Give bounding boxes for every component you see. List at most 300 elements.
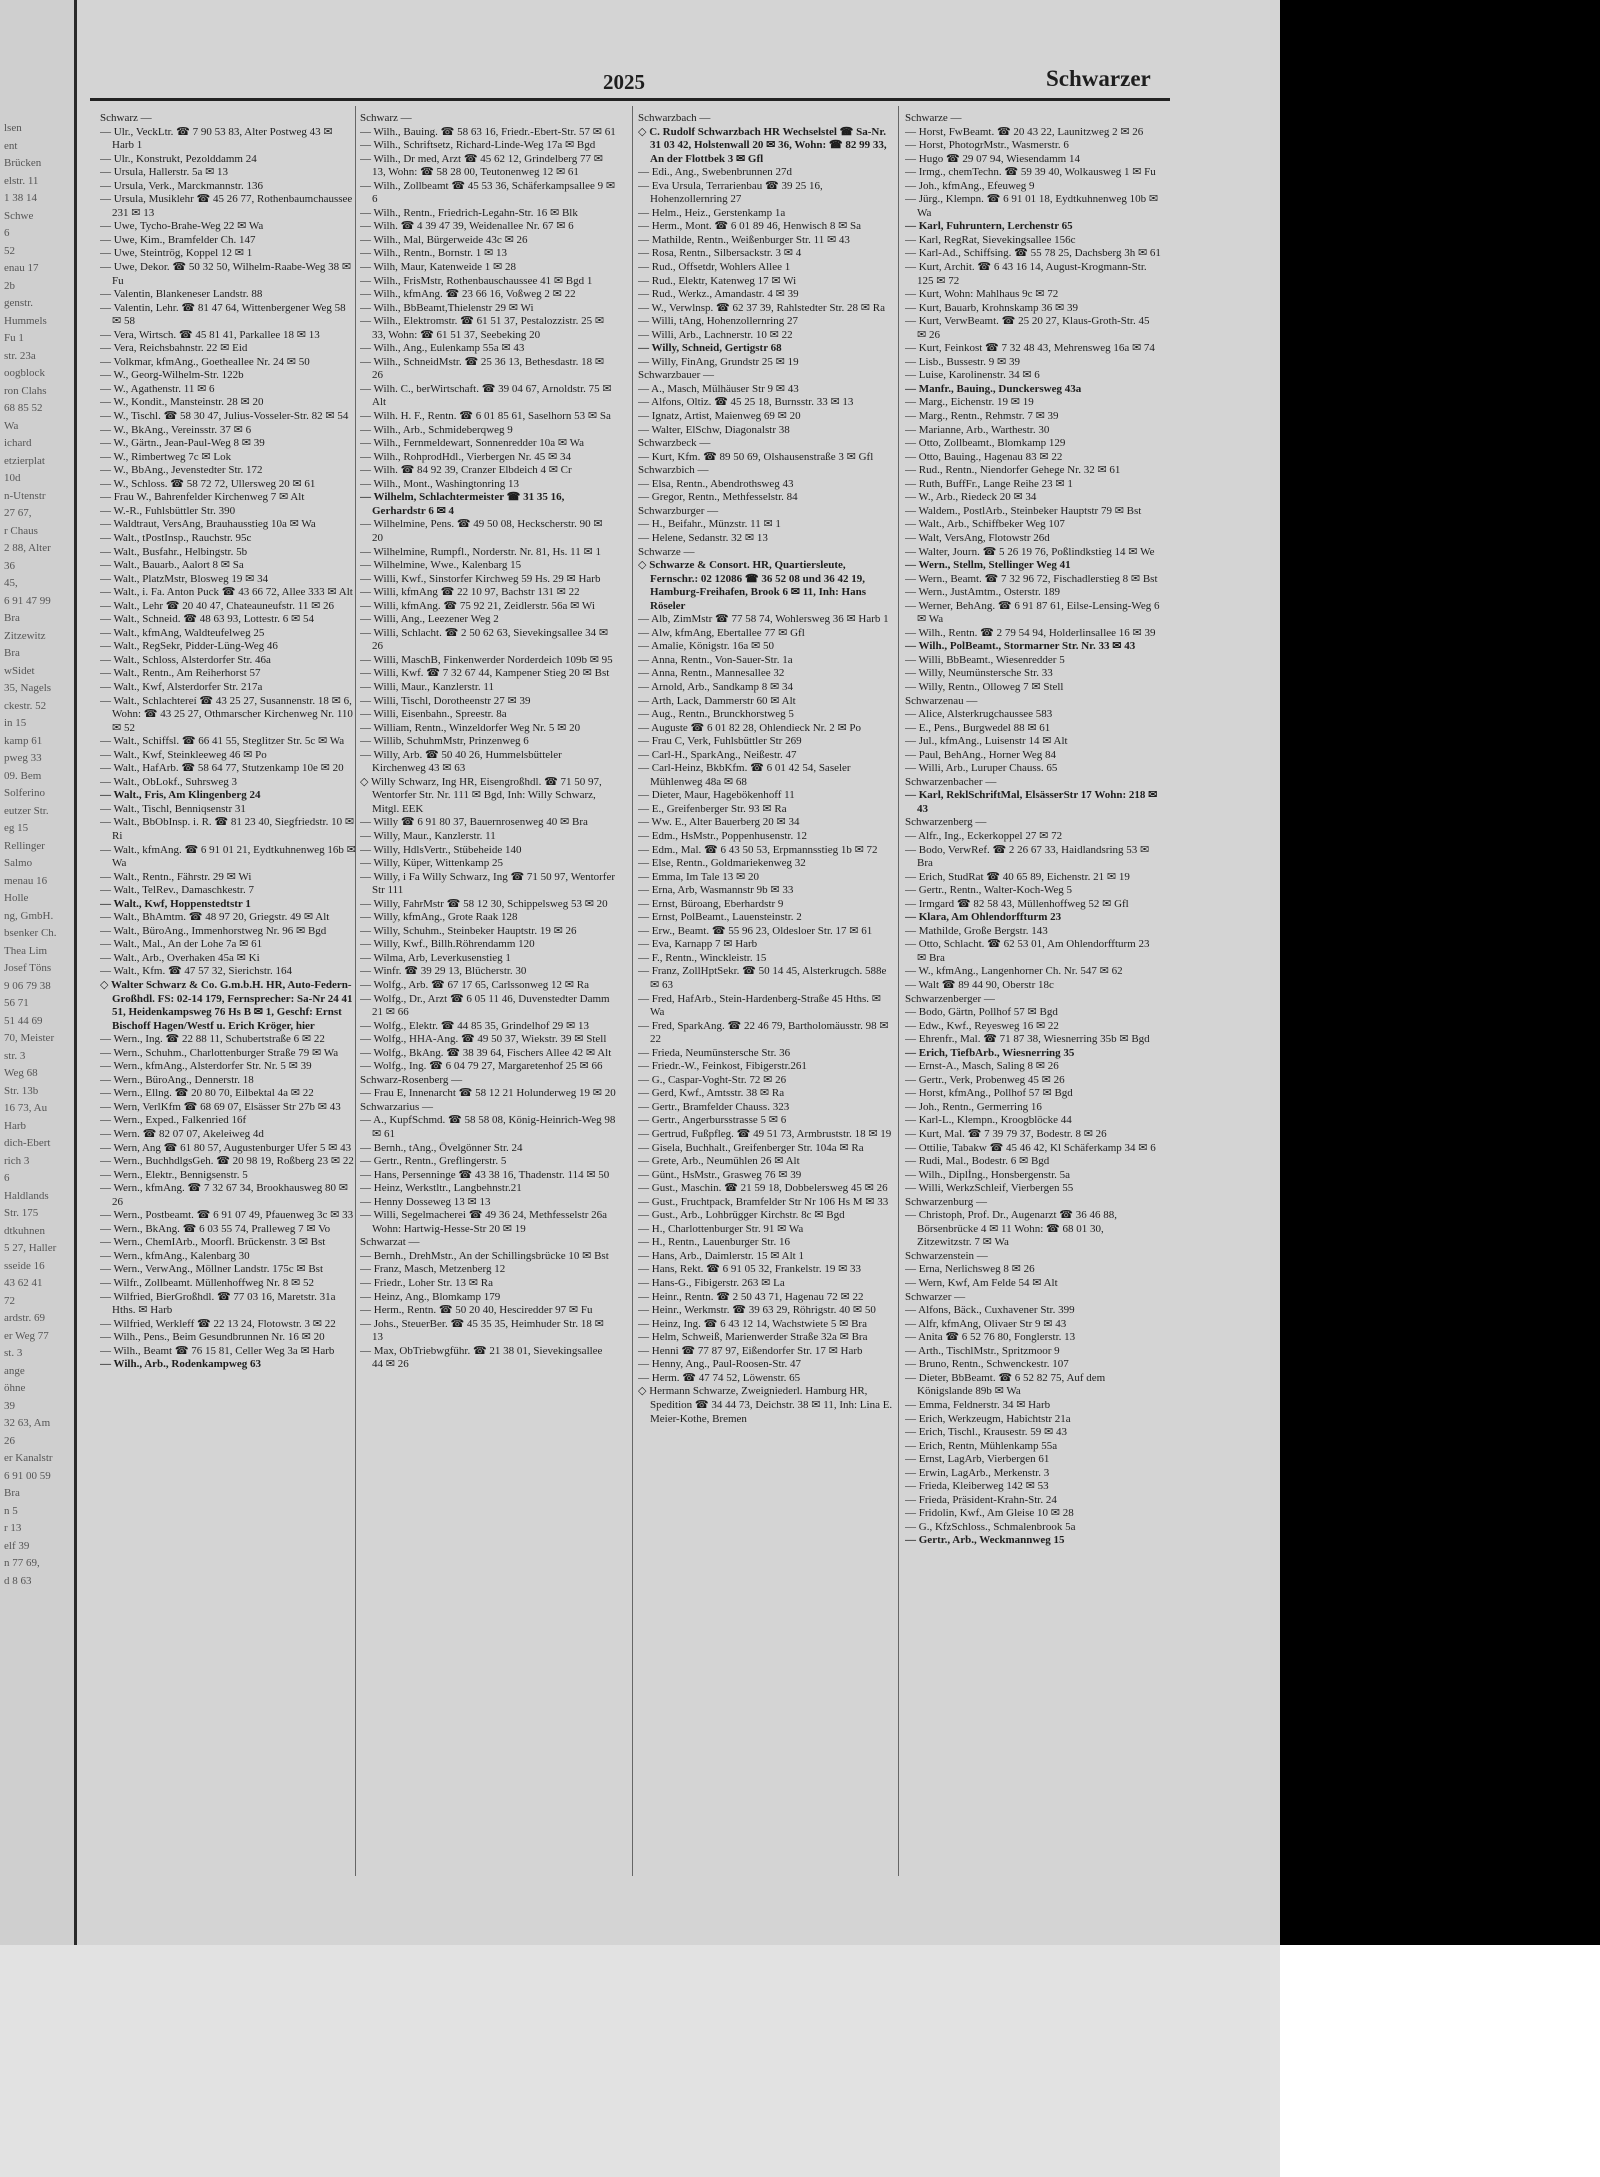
column-separator [898, 106, 899, 1876]
directory-entry: — Wern., BüroAng., Dennerstr. 18 [100, 1073, 254, 1086]
previous-page-fragments [0, 0, 74, 1590]
header-rule [90, 98, 1170, 101]
directory-entry: — Lisb., Bussestr. 9 ✉ 39 [905, 355, 1020, 368]
directory-entry: — Horst, FwBeamt. ☎ 20 43 22, Launitzweg 2 ✉ 26 [905, 125, 1144, 138]
directory-entry: — Vera, Wirtsch. ☎ 45 81 41, Parkallee 18 ✉ 13 [100, 328, 320, 341]
directory-entry: — Walt., Rentn., Fährstr. 29 ✉ Wi [100, 870, 252, 883]
directory-entry: — Wern., kfmAng., Alsterdorfer Str. Nr. 5 ✉ 39 [100, 1060, 312, 1073]
directory-entry: — Bernh., tAng., Övelgönner Str. 24 [360, 1141, 523, 1154]
fragment-text: 43 62 41 [4, 1277, 43, 1289]
directory-entry: — Waldem., PostlArb., Steinbeker Hauptstr 79 ✉ Bst [905, 504, 1142, 517]
fragment-text: 32 63, Am [4, 1417, 51, 1429]
surname-heading: Schwarzarius — [360, 1100, 434, 1113]
directory-entry: — Gertrud, Fußpfleg. ☎ 49 51 73, Armbruststr. 18 ✉ 19 [638, 1128, 892, 1141]
page-number: 2025 [603, 70, 645, 94]
directory-entry: — Wilh., Mont., Washingtonring 13 [360, 477, 519, 490]
directory-entry: — Frieda, Kleiberweg 142 ✉ 53 [905, 1480, 1049, 1493]
fragment-text: Josef Töns [4, 962, 52, 974]
fragment-text: enau 17 [4, 262, 39, 274]
directory-entry: — Hans, Persenninge ☎ 43 38 16, Thadenstr. 114 ✉ 50 [360, 1168, 610, 1181]
directory-entry: — Wilh., Diplİng., Honsbergenstr. 5a [905, 1168, 1071, 1181]
directory-entry: — Wilh., Mal, Bürgerweide 43c ✉ 26 [360, 233, 528, 246]
surname-heading: Schwarzbach — [638, 112, 711, 124]
directory-entry: — Walt., PlatzMstr, Blosweg 19 ✉ 34 [100, 572, 269, 585]
directory-entry: — Emma, Im Tale 13 ✉ 20 [638, 870, 759, 883]
directory-entry: — Ursula, Verk., Marckmannstr. 136 [100, 179, 263, 192]
directory-entry: — Gerd, Kwf., Amtsstr. 38 ✉ Ra [638, 1087, 785, 1100]
directory-entry: — Edi., Ang., Swebenbrunnen 27d [638, 166, 792, 179]
directory-entry: — Alfr., Ing., Eckerkoppel 27 ✉ 72 [905, 829, 1063, 842]
directory-column-2 [360, 112, 616, 1852]
fragment-text: n-Utenstr [4, 489, 46, 502]
fragment-text: wSidet [4, 664, 35, 677]
fragment-text: Thea Lim [4, 944, 48, 957]
fragment-text: Haldlands [4, 1189, 49, 1202]
fragment-text: ron Clahs [4, 384, 47, 397]
directory-entry: — Rud., Offsetdr, Wohlers Allee 1 [638, 261, 791, 274]
directory-entry: — Walt., BbObInsp. i. R. ☎ 81 23 40, Siegfriedstr. 10 ✉ Ri [100, 816, 355, 842]
directory-entry: ◇ Walter Schwarz & Co. G.m.b.H. HR, Auto-Federn-Großhdl. FS: 02-14 179, Fernsprecher: Sa-Nr 24 41 51, Heidenkampsweg 76 Hs B ✉ 1, Geschf: Ernst Bischoff Hagen/Westf u. Erich Kröger, hier [100, 979, 353, 1032]
fragment-text: oogblock [4, 367, 45, 379]
directory-entry: ◇ Hermann Schwarze, Zweigniederl. Hamburg HR, Spedition ☎ 34 44 73, Deichstr. 38 ✉ 11, Inh: Lina E. Meier-Kothe, Bremen [638, 1385, 893, 1425]
directory-entry: — Walt., HafArb. ☎ 58 64 77, Stutzenkamp 10e ✉ 20 [100, 762, 344, 775]
directory-entry: — Alfons, Bäck., Cuxhavener Str. 399 [905, 1304, 1075, 1317]
directory-entry: — Arth, Lack, Dammerstr 60 ✉ Alt [638, 694, 796, 707]
directory-entry: — Elsa, Rentn., Abendrothsweg 43 [638, 477, 794, 490]
directory-entry: — Willy, HdlsVertr., Stübeheide 140 [360, 843, 522, 856]
directory-entry: — G., KfzSchloss., Schmalenbrook 5a [905, 1520, 1076, 1533]
directory-entry: — Wern., Ellng. ☎ 20 80 70, Eilbektal 4a ✉ 22 [100, 1087, 314, 1100]
directory-entry: — Gertr., Rentn., Greflingerstr. 5 [360, 1155, 507, 1168]
directory-entry: — Karl, RegRat, Sievekingsallee 156c [905, 233, 1076, 246]
directory-entry: — Edw., Kwf., Reyesweg 16 ✉ 22 [905, 1019, 1059, 1032]
surname-heading: Schwarzat — [360, 1236, 420, 1249]
directory-entry: — Else, Rentn., Goldmariekenweg 32 [638, 857, 806, 870]
directory-entry: — Irmg., chemTechn. ☎ 59 39 40, Wolkausweg 1 ✉ Fu [905, 166, 1156, 179]
directory-entry: — Willy, Neumünstersche Str. 33 [905, 667, 1053, 680]
directory-entry: — Gregor, Rentn., Methfesselstr. 84 [638, 491, 798, 504]
directory-entry: — Christoph, Prof. Dr., Augenarzt ☎ 36 46 88, Börsenbrücke 4 ✉ 11 Wohn: ☎ 68 01 30, Zitzewitzstr. 7 ✉ Wa [905, 1209, 1117, 1249]
fragment-text: Str. 13b [4, 1084, 39, 1097]
directory-entry: — W., Schloss. ☎ 58 72 72, Ullersweg 20 ✉ 61 [100, 477, 316, 490]
directory-entry: — A., Masch, Mülhäuser Str 9 ✉ 43 [638, 382, 799, 395]
directory-entry: — Wern., Schuhm., Charlottenburger Straße 79 ✉ Wa [100, 1046, 339, 1059]
directory-entry: — Erna, Arb, Wasmannstr 9b ✉ 33 [638, 884, 794, 897]
running-header: Schwarzer [1046, 66, 1151, 91]
directory-entry: — Gisela, Buchhalt., Greifenberger Str. 104a ✉ Ra [638, 1141, 864, 1154]
previous-page-edge [0, 0, 77, 1945]
directory-entry: — Willi, Ang., Leezener Weg 2 [360, 613, 499, 626]
directory-entry: — Manfr., Bauing., Dunckersweg 43a [905, 382, 1082, 395]
directory-entry: — Grete, Arb., Neumühlen 26 ✉ Alt [638, 1155, 800, 1168]
directory-entry: — Ursula, Hallerstr. 5a ✉ 13 [100, 166, 229, 179]
fragment-text: Zitzewitz [4, 629, 46, 642]
directory-entry: — Gertr., Angerbursstrasse 5 ✉ 6 [638, 1114, 787, 1127]
directory-entry: — Gertr., Arb., Weckmannweg 15 [905, 1534, 1065, 1547]
directory-entry: — Frieda, Neumünstersche Str. 36 [638, 1046, 791, 1059]
directory-entry: — Ulr., Konstrukt, Pezolddamm 24 [100, 152, 257, 165]
directory-entry: — Walter, ElSchw, Diagonalstr 38 [638, 423, 790, 436]
surname-heading: Schwarzbich — [638, 464, 709, 477]
directory-entry: — Willi, Arb., Lachnerstr. 10 ✉ 22 [638, 328, 793, 341]
directory-entry: — W., kfmAng., Langenhorner Ch. Nr. 547 ✉ 62 [905, 965, 1123, 978]
directory-entry: — Valentin, Blankeneser Landstr. 88 [100, 288, 263, 301]
directory-entry: — Hans-G., Fibigerstr. 263 ✉ La [638, 1277, 785, 1290]
directory-entry: — Frieda, Präsident-Krahn-Str. 24 [905, 1493, 1057, 1506]
directory-entry: — Walt., tPostInsp., Rauchstr. 95c [100, 531, 252, 544]
directory-entry: — Wilh., FrisMstr, Rothenbauschaussee 41 ✉ Bgd 1 [360, 274, 593, 287]
directory-entry: — Walt., Kfm. ☎ 47 57 32, Sierichstr. 164 [100, 965, 292, 978]
directory-entry: — Wilhelmine, Pens. ☎ 49 50 08, Heckscherstr. 90 ✉ 20 [360, 518, 603, 544]
surname-heading: Schwarzbeck — [638, 437, 711, 450]
directory-entry: — E., Pens., Burgwedel 88 ✉ 61 [905, 721, 1051, 734]
directory-entry: — Willib, SchuhmMstr, Prinzenweg 6 [360, 735, 529, 748]
directory-entry: — Walt ☎ 89 44 90, Oberstr 18c [905, 979, 1054, 991]
directory-entry: ◇ Schwarze & Consort. HR, Quartiersleute, Fernschr.: 02 12086 ☎ 36 52 08 und 36 42 19, Hamburg-Freihafen, Brook 6 ✉ 11, Inh: Hans Röseler [638, 559, 867, 612]
directory-column-1 [100, 112, 356, 1852]
directory-entry: — Wilh., Schriftsetz, Richard-Linde-Weg 17a ✉ Bgd [360, 139, 596, 152]
directory-entry: — Franz, Masch, Metzenberg 12 [360, 1263, 506, 1276]
fragment-text: pweg 33 [4, 752, 42, 764]
directory-entry: — Wilh. H. F., Rentn. ☎ 6 01 85 61, Saselhorn 53 ✉ Sa [360, 410, 611, 423]
directory-entry: — Wilh., Rentn., Bornstr. 1 ✉ 13 [360, 247, 507, 260]
directory-entry: — Wilh., BbBeamt,Thielenstr 29 ✉ Wi [360, 301, 534, 314]
directory-entry: ◇ C. Rudolf Schwarzbach HR Wechselstel ☎ Sa-Nr. 31 03 42, Holstenwall 20 ✉ 36, Wohn: ☎ 82 99 33, An der Flottbek 3 ✉ Gfl [638, 125, 887, 165]
directory-entry: — Wilhelmine, Rumpfl., Norderstr. Nr. 81, Hs. 11 ✉ 1 [360, 545, 601, 558]
directory-entry: — Wilhelmine, Wwe., Kalenbarg 15 [360, 559, 522, 572]
surname-heading: Schwarze — [638, 545, 695, 558]
directory-entry: — Jürg., Klempn. ☎ 6 91 01 18, Eydtkuhnenweg 10b ✉ Wa [905, 193, 1159, 219]
directory-entry: — Ulr., VeckLtr. ☎ 7 90 53 83, Alter Postweg 43 ✉ Harb 1 [100, 125, 333, 152]
directory-entry: — Walt., BüroAng., Immenhorstweg Nr. 96 ✉ Bgd [100, 924, 327, 937]
directory-entry: — Wilh., RohprodHdl., Vierbergen Nr. 45 ✉ 34 [360, 450, 571, 463]
fragment-text: Fu 1 [4, 332, 24, 344]
directory-entry: — Heinr., Rentn. ☎ 2 50 43 71, Hagenau 72 ✉ 22 [638, 1290, 864, 1303]
directory-entry: — Walt., Mal., An der Lohe 7a ✉ 61 [100, 938, 263, 951]
directory-entry: — Otto, Bauing., Hagenau 83 ✉ 22 [905, 450, 1063, 463]
directory-entry: — Willy, Arb. ☎ 50 40 26, Hummelsbütteler Kirchenweg 43 ✉ 63 [360, 748, 562, 775]
fragment-text: Bra [4, 1487, 20, 1499]
fragment-text: er Kanalstr [4, 1452, 53, 1464]
directory-entry: — Wern., Ing. ☎ 22 88 11, Schubertstraße 6 ✉ 22 [100, 1033, 325, 1046]
directory-entry: — Walt., BhAmtm. ☎ 48 97 20, Griegstr. 49 ✉ Alt [100, 911, 330, 924]
directory-entry: — Walt., TelRev., Damaschkestr. 7 [100, 884, 254, 897]
directory-entry: — Franz, ZollHptSekr. ☎ 50 14 45, Alsterkrugch. 588e ✉ 63 [638, 965, 887, 991]
directory-entry: — Rud., Elektr, Katenweg 17 ✉ Wi [638, 274, 797, 287]
directory-entry: — Ursula, Musiklehr ☎ 45 26 77, Rothenbaumchaussee 231 ✉ 13 [100, 193, 353, 219]
directory-entry: — Alice, Alsterkrugchaussee 583 [905, 708, 1053, 721]
directory-entry: — Wern., BkAng. ☎ 6 03 55 74, Pralleweg 7 ✉ Vo [100, 1222, 331, 1235]
directory-entry: — Wolfg., Dr., Arzt ☎ 6 05 11 46, Duvenstedter Damm 21 ✉ 66 [360, 992, 610, 1019]
directory-entry: — Winfr. ☎ 39 29 13, Blücherstr. 30 [360, 965, 527, 978]
directory-entry: — Willi, MaschB, Finkenwerder Norderdeich 109b ✉ 95 [360, 653, 613, 666]
directory-entry: — Erwin, LagArb., Merkenstr. 3 [905, 1466, 1050, 1479]
directory-entry: — Uwe, Kim., Bramfelder Ch. 147 [100, 233, 256, 246]
directory-entry: — Vera, Reichsbahnstr. 22 ✉ Eid [100, 342, 248, 355]
surname-heading: Schwarzenberg — [905, 816, 987, 829]
surname-heading: Schwarzenstein — [905, 1249, 988, 1262]
directory-entry: — Gertr., Rentn., Walter-Koch-Weg 5 [905, 884, 1073, 897]
directory-entry: — W., Georg-Wilhelm-Str. 122b [100, 369, 244, 382]
directory-entry: — Wern., Exped., Falkenried 16f [100, 1114, 247, 1127]
fragment-text: 5 27, Haller [4, 1242, 57, 1254]
directory-entry: — Ernst, Büroang, Eberhardstr 9 [638, 897, 784, 910]
directory-entry: — W., BbAng., Jevenstedter Str. 172 [100, 464, 263, 477]
fragment-text: Holle [4, 892, 29, 904]
surname-heading: Schwarzenbacher — [905, 775, 997, 788]
directory-entry: — Günt., HsMstr., Grasweg 76 ✉ 39 [638, 1168, 802, 1181]
fragment-text: lsen [4, 122, 22, 134]
directory-entry: — Wolfg., Arb. ☎ 67 17 65, Carlssonweg 12 ✉ Ra [360, 979, 589, 991]
directory-entry: — Wern., kfmAng. ☎ 7 32 67 34, Brookhausweg 80 ✉ 26 [100, 1182, 348, 1208]
directory-entry: — Willy, Küper, Wittenkamp 25 [360, 857, 503, 870]
directory-entry: — Horst, PhotogrMstr., Wasmerstr. 6 [905, 139, 1069, 152]
directory-entry: — Wern., JustAmtm., Osterstr. 189 [905, 586, 1061, 599]
directory-entry: — Dieter, BbBeamt. ☎ 6 52 82 75, Auf dem Königslande 89b ✉ Wa [905, 1371, 1106, 1398]
directory-entry: — Wilh., Fernmeldewart, Sonnenredder 10a ✉ Wa [360, 437, 585, 450]
directory-entry: — Luise, Karolinenstr. 34 ✉ 6 [905, 369, 1040, 382]
directory-entry: — Wilh., SchneidMstr. ☎ 25 36 13, Bethesdastr. 18 ✉ 26 [360, 355, 605, 382]
directory-entry: — Henni ☎ 77 87 97, Eißendorfer Str. 17 ✉ Harb [638, 1344, 863, 1357]
directory-entry: — Willi, tAng, Hohenzollernring 27 [638, 315, 799, 328]
directory-entry: — Wilhelm, Schlachtermeister ☎ 31 35 16, Gerhardstr 6 ✉ 4 [360, 491, 565, 517]
directory-entry: — Helene, Sedanstr. 32 ✉ 13 [638, 531, 768, 544]
fragment-text: st. 3 [4, 1347, 23, 1359]
directory-entry: — Willy ☎ 6 91 80 37, Bauernrosenweg 40 ✉ Bra [360, 816, 588, 829]
directory-entry: — Herm., Mont. ☎ 6 01 89 46, Henwisch 8 ✉ Sa [638, 220, 862, 233]
fragment-text: eg 15 [4, 822, 29, 834]
directory-entry: — Willy, i Fa Willy Schwarz, Ing ☎ 71 50 97, Wentorfer Str 111 [360, 870, 616, 897]
directory-entry: — Arnold, Arb., Sandkamp 8 ✉ 34 [638, 680, 793, 693]
directory-entry: — Wolfg., Ing. ☎ 6 04 79 27, Margaretenhof 25 ✉ 66 [360, 1060, 603, 1073]
directory-entry: — Marianne, Arb., Warthestr. 30 [905, 423, 1050, 436]
fragment-text: Str. 175 [4, 1207, 39, 1219]
fragment-text: Weg 68 [4, 1067, 38, 1079]
fragment-text: r Chaus [4, 524, 38, 537]
directory-entry: — Horst, kfmAng., Pollhof 57 ✉ Bgd [905, 1087, 1073, 1100]
directory-entry: — Willi, Tischl, Dorotheenstr 27 ✉ 39 [360, 694, 531, 707]
fragment-text: 45, [4, 577, 18, 589]
directory-entry: — Edm., Mal. ☎ 6 43 50 53, Erpmannsstieg 1b ✉ 72 [638, 843, 878, 856]
directory-entry: — Frau C, Verk, Fuhlsbüttler Str 269 [638, 735, 802, 748]
directory-entry: — Wern., kfmAng., Kalenbarg 30 [100, 1249, 250, 1262]
directory-entry: — Amalie, Königstr. 16a ✉ 50 [638, 640, 775, 653]
directory-entry: — Walt., Fris, Am Klingenberg 24 [100, 789, 261, 802]
directory-entry: — Gertr., Bramfelder Chauss. 323 [638, 1100, 790, 1113]
directory-entry: — Wern, Kwf, Am Felde 54 ✉ Alt [905, 1277, 1058, 1290]
directory-entry: — Erich, TiefbArb., Wiesnerring 35 [905, 1046, 1075, 1059]
directory-entry: — Ernst, PolBeamt., Lauensteinstr. 2 [638, 911, 802, 924]
directory-entry: — Anita ☎ 6 52 76 80, Fonglerstr. 13 [905, 1331, 1076, 1344]
directory-entry: — Willi, BbBeamt., Wiesenredder 5 [905, 653, 1065, 666]
fragment-text: Schwe [4, 209, 34, 222]
directory-entry: — Hugo ☎ 29 07 94, Wiesendamm 14 [905, 152, 1080, 165]
directory-entry: — Waldtraut, VersAng, Brauhausstieg 10a ✉ Wa [100, 518, 316, 531]
fragment-text: 39 [4, 1399, 15, 1412]
directory-entry: — Heinz, Ing. ☎ 6 43 12 14, Wachstwiete 5 ✉ Bra [638, 1317, 867, 1330]
directory-entry: — E., Greifenberger Str. 93 ✉ Ra [638, 802, 787, 815]
directory-entry: — Walt., Kwf, Alsterdorfer Str. 217a [100, 680, 263, 693]
fragment-text: 51 44 69 [4, 1014, 43, 1027]
directory-entry: — Friedr., Loher Str. 13 ✉ Ra [360, 1277, 493, 1290]
fragment-text: elf 39 [4, 1539, 30, 1552]
directory-entry: — Erw., Beamt. ☎ 55 96 23, Oldesloer Str. 17 ✉ 61 [638, 924, 873, 937]
directory-entry: — Herm., Rentn. ☎ 50 20 40, Hesciredder 97 ✉ Fu [360, 1304, 593, 1317]
directory-entry: — Wilma, Arb, Leverkusenstieg 1 [360, 951, 511, 964]
directory-entry: — Frau E, Innenarcht ☎ 58 12 21 Holunderweg 19 ✉ 20 [360, 1087, 616, 1100]
directory-entry: — Alw, kfmAng, Ebertallee 77 ✉ Gfl [638, 626, 805, 639]
directory-entry: — Anna, Rentn., Mannesallee 32 [638, 667, 785, 680]
directory-entry: — Willi, kfmAng ☎ 22 10 97, Bachstr 131 ✉ 22 [360, 586, 580, 599]
directory-entry: — Auguste ☎ 6 01 82 28, Ohlendieck Nr. 2 ✉ Po [638, 721, 862, 734]
directory-entry: — Wilh., Rentn., Friedrich-Legahn-Str. 16 ✉ Blk [360, 206, 578, 219]
directory-entry: — Wilh., Rentn. ☎ 2 79 54 94, Holderlinsallee 16 ✉ 39 [905, 626, 1156, 639]
directory-entry: — Gust., Maschin. ☎ 21 59 18, Dobbelersweg 45 ✉ 26 [638, 1182, 888, 1195]
fragment-text: d 8 63 [4, 1574, 32, 1587]
directory-entry: — Henny, Ang., Paul-Roosen-Str. 47 [638, 1358, 802, 1371]
fragment-text: Harb [4, 1119, 26, 1132]
directory-entry: — Arth., TischlMstr., Spritzmoor 9 [905, 1344, 1060, 1357]
fragment-text: 68 85 52 [4, 402, 43, 414]
directory-entry: — Heinz, Werkstltr., Langbehnstr.21 [360, 1182, 522, 1195]
directory-entry: — W., Agathenstr. 11 ✉ 6 [100, 382, 215, 395]
fragment-text: Bra [4, 612, 20, 624]
directory-entry: — Willy, Maur., Kanzlerstr. 11 [360, 829, 496, 842]
surname-heading: Schwarzer — [905, 1290, 966, 1303]
directory-entry: — Wilh., Pens., Beim Gesundbrunnen Nr. 16 ✉ 20 [100, 1331, 325, 1344]
directory-entry: — Ottilie, Tabakw ☎ 45 46 42, Kl Schäferkamp 34 ✉ 6 [905, 1141, 1156, 1154]
directory-entry: — Valentin, Lehr. ☎ 81 47 64, Wittenbergener Weg 58 ✉ 58 [100, 301, 346, 328]
fragment-text: Bra [4, 647, 20, 659]
directory-entry: — Erich, StudRat ☎ 40 65 89, Eichenstr. 21 ✉ 19 [905, 870, 1130, 883]
fragment-text: 6 [4, 1172, 10, 1184]
directory-entry: — Willi, Kwf., Sinstorfer Kirchweg 59 Hs. 29 ✉ Harb [360, 572, 601, 585]
fragment-text: bsenker Ch. [4, 927, 57, 939]
fragment-text: 6 91 00 59 [4, 1469, 51, 1482]
directory-entry: — Fred, HafArb., Stein-Hardenberg-Straße 45 Hths. ✉ Wa [638, 992, 882, 1019]
directory-entry: — Walter, Journ. ☎ 5 26 19 76, Poßlindkstieg 14 ✉ We [905, 545, 1155, 558]
directory-entry: — Marg., Rentn., Rehmstr. 7 ✉ 39 [905, 410, 1059, 423]
fragment-text: 2 88, Alter [4, 542, 51, 554]
directory-entry: — Kurt, VerwBeamt. ☎ 25 20 27, Klaus-Groth-Str. 45 ✉ 26 [905, 315, 1150, 341]
directory-entry: — Wilh., kfmAng. ☎ 23 66 16, Voßweg 2 ✉ 22 [360, 288, 576, 301]
directory-entry: — Ehrenfr., Mal. ☎ 71 87 38, Wiesnerring 35b ✉ Bgd [905, 1033, 1150, 1046]
directory-entry: — Wolfg., Elektr. ☎ 44 85 35, Grindelhof 29 ✉ 13 [360, 1019, 589, 1032]
directory-entry: — Hans, Arb., Daimlerstr. 15 ✉ Alt 1 [638, 1249, 804, 1262]
fragment-text: ange [4, 1364, 25, 1377]
fragment-text: menau 16 [4, 874, 48, 887]
fragment-text: etzierplat [4, 454, 45, 467]
directory-entry: — Willy, Schuhm., Steinbeker Hauptstr. 19 ✉ 26 [360, 924, 577, 937]
fragment-text: rich 3 [4, 1154, 30, 1167]
surname-heading: Schwarzburger — [638, 504, 719, 517]
directory-entry: — Wolfg., HHA-Ang. ☎ 49 50 37, Wiekstr. 39 ✉ Stell [360, 1033, 607, 1046]
directory-entry: — Wilh., Beamt ☎ 76 15 81, Celler Weg 3a ✉ Harb [100, 1344, 335, 1357]
directory-entry: — Eva Ursula, Terrarienbau ☎ 39 25 16, Hohenzollernring 27 [638, 179, 823, 206]
directory-entry: — Wilh., Arb., Rodenkampweg 63 [100, 1358, 261, 1371]
directory-entry: — Willi, Eisenbahn., Spreestr. 8a [360, 708, 507, 721]
directory-entry: — Wern., Beamt. ☎ 7 32 96 72, Fischadlerstieg 8 ✉ Bst [905, 572, 1158, 585]
directory-entry: — Karl-L., Klempn., Kroogblöcke 44 [905, 1114, 1072, 1127]
surname-heading: Schwarzenberger — [905, 992, 995, 1005]
directory-entry: — Mathilde, Große Bergstr. 143 [905, 924, 1048, 937]
fragment-text: 16 73, Au [4, 1102, 48, 1114]
directory-entry: — Willi, Kwf. ☎ 7 32 67 44, Kampener Stieg 20 ✉ Bst [360, 667, 610, 680]
directory-entry: — Walt., Lehr ☎ 20 40 47, Chateauneufstr. 11 ✉ 26 [100, 599, 335, 612]
directory-entry: — Werner, BehAng. ☎ 6 91 87 61, Eilse-Lensing-Weg 6 ✉ Wa [905, 599, 1160, 626]
surname-heading: Schwarz-Rosenberg — [360, 1073, 463, 1086]
directory-entry: — Walt., kfmAng. ☎ 6 91 01 21, Eydtkuhnenweg 16b ✉ Wa [100, 843, 356, 870]
fragment-text: Brücken [4, 157, 42, 169]
directory-entry: — Willi, Schlacht. ☎ 2 50 62 63, Sievekingsallee 34 ✉ 26 [360, 626, 609, 653]
directory-entry: — Frau W., Bahrenfelder Kirchenweg 7 ✉ Alt [100, 491, 305, 504]
fragment-text: 26 [4, 1434, 15, 1447]
directory-entry: — Gust., Fruchtpack, Bramfelder Str Nr 106 Hs M ✉ 33 [638, 1195, 889, 1208]
directory-entry: — Karl, Fuhruntern, Lerchenstr 65 [905, 220, 1073, 233]
fragment-text: genstr. [4, 297, 34, 309]
directory-entry: — Erna, Nerlichsweg 8 ✉ 26 [905, 1263, 1035, 1276]
directory-entry: — Paul, BehAng., Horner Weg 84 [905, 748, 1057, 761]
directory-entry: — Wern., BuchhdlgsGeh. ☎ 20 98 19, Roßberg 23 ✉ 22 [100, 1155, 354, 1168]
directory-entry: — Kurt, Archit. ☎ 6 43 16 14, August-Krogmann-Str. 125 ✉ 72 [905, 261, 1147, 287]
directory-entry: — G., Caspar-Voght-Str. 72 ✉ 26 [638, 1073, 787, 1086]
directory-entry: — Friedr.-W., Feinkost, Fibigerstr.261 [638, 1060, 807, 1073]
directory-entry: — Walt., Schneid. ☎ 48 63 93, Lottestr. 6 ✉ 54 [100, 613, 315, 626]
directory-entry: — Willy, Kwf., Billh.Röhrendamm 120 [360, 938, 535, 951]
directory-entry: — Erich, Rentn, Mühlenkamp 55a [905, 1439, 1058, 1452]
fragment-text: dtkuhnen [4, 1224, 45, 1237]
directory-entry: — Ww. E., Alter Bauerberg 20 ✉ 34 [638, 816, 800, 829]
directory-entry: — Eva, Karnapp 7 ✉ Harb [638, 938, 758, 951]
directory-entry: — Kurt, Bauarb, Krohnskamp 36 ✉ 39 [905, 301, 1078, 314]
directory-entry: — Hans, Rekt. ☎ 6 91 05 32, Frankelstr. 19 ✉ 33 [638, 1263, 862, 1276]
fragment-text: 52 [4, 244, 15, 257]
directory-entry: — Walt., Schlachtereí ☎ 43 25 27, Susannenstr. 18 ✉ 6, Wohn: ☎ 43 25 27, Othmarscher Kirchenweg Nr. 110 ✉ 52 [100, 694, 353, 734]
directory-entry: — Wern., Elektr., Bennigsenstr. 5 [100, 1168, 248, 1181]
directory-entry: — Wilfr., Zollbeamt. Müllenhoffweg Nr. 8 ✉ 52 [100, 1277, 314, 1290]
directory-entry: — Wilfried, Werkleff ☎ 22 13 24, Flotowstr. 3 ✉ 22 [100, 1317, 336, 1330]
fragment-text: 2b [4, 279, 15, 292]
directory-entry: — W.-R., Fuhlsbüttler Str. 390 [100, 504, 236, 517]
fragment-text: in 15 [4, 717, 27, 729]
directory-entry: — Joh., Rentn., Germerring 16 [905, 1100, 1042, 1113]
directory-entry: — Walt., Tischl, Benniqsenstr 31 [100, 802, 246, 815]
directory-entry: — Carl-Heinz, BkbKfm. ☎ 6 01 42 54, Saseler Mühlenweg 48a ✉ 68 [638, 762, 851, 788]
directory-entry: — Alfr, kfmAng, Olivaer Str 9 ✉ 43 [905, 1317, 1067, 1330]
surname-heading: Schwarzenau — [905, 694, 978, 707]
directory-entry: — Walt., Kwf, Steinkleeweg 46 ✉ Po [100, 748, 267, 761]
fragment-text: 70, Meister [4, 1032, 55, 1044]
directory-entry: — Ernst-A., Masch, Saling 8 ✉ 26 [905, 1060, 1059, 1073]
fragment-text: Wa [4, 419, 19, 432]
directory-entry: — Wilh., Arb., Schmideberqweg 9 [360, 423, 513, 436]
fragment-text: ng, GmbH. [4, 909, 54, 922]
fragment-text: r 13 [4, 1522, 22, 1534]
directory-entry: — Ernst, LagArb, Vierbergen 61 [905, 1453, 1050, 1466]
fragment-text: Salmo [4, 857, 33, 869]
directory-entry: — Joh., kfmAng., Efeuweg 9 [905, 179, 1035, 192]
fragment-text: ckestr. 52 [4, 699, 47, 712]
fragment-text: Rellinger [4, 839, 45, 852]
directory-entry: — Wilh. C., berWirtschaft. ☎ 39 04 67, Arnoldstr. 75 ✉ Alt [360, 382, 612, 409]
directory-entry: — W., Verwlnsp. ☎ 62 37 39, Rahlstedter Str. 28 ✉ Ra [638, 301, 885, 314]
directory-entry: — Wern, VerlKfm ☎ 68 69 07, Elsässer Str 27b ✉ 43 [100, 1100, 341, 1113]
directory-entry: — Uwe, Steintrög, Koppel 12 ✉ 1 [100, 247, 253, 260]
directory-entry: — Gertr., Verk, Probenweg 45 ✉ 26 [905, 1073, 1065, 1086]
fragment-text: eutzer Str. [4, 804, 49, 817]
directory-entry: — Klara, Am Ohlendorffturm 23 [905, 911, 1062, 924]
fragment-text: 72 [4, 1294, 15, 1307]
